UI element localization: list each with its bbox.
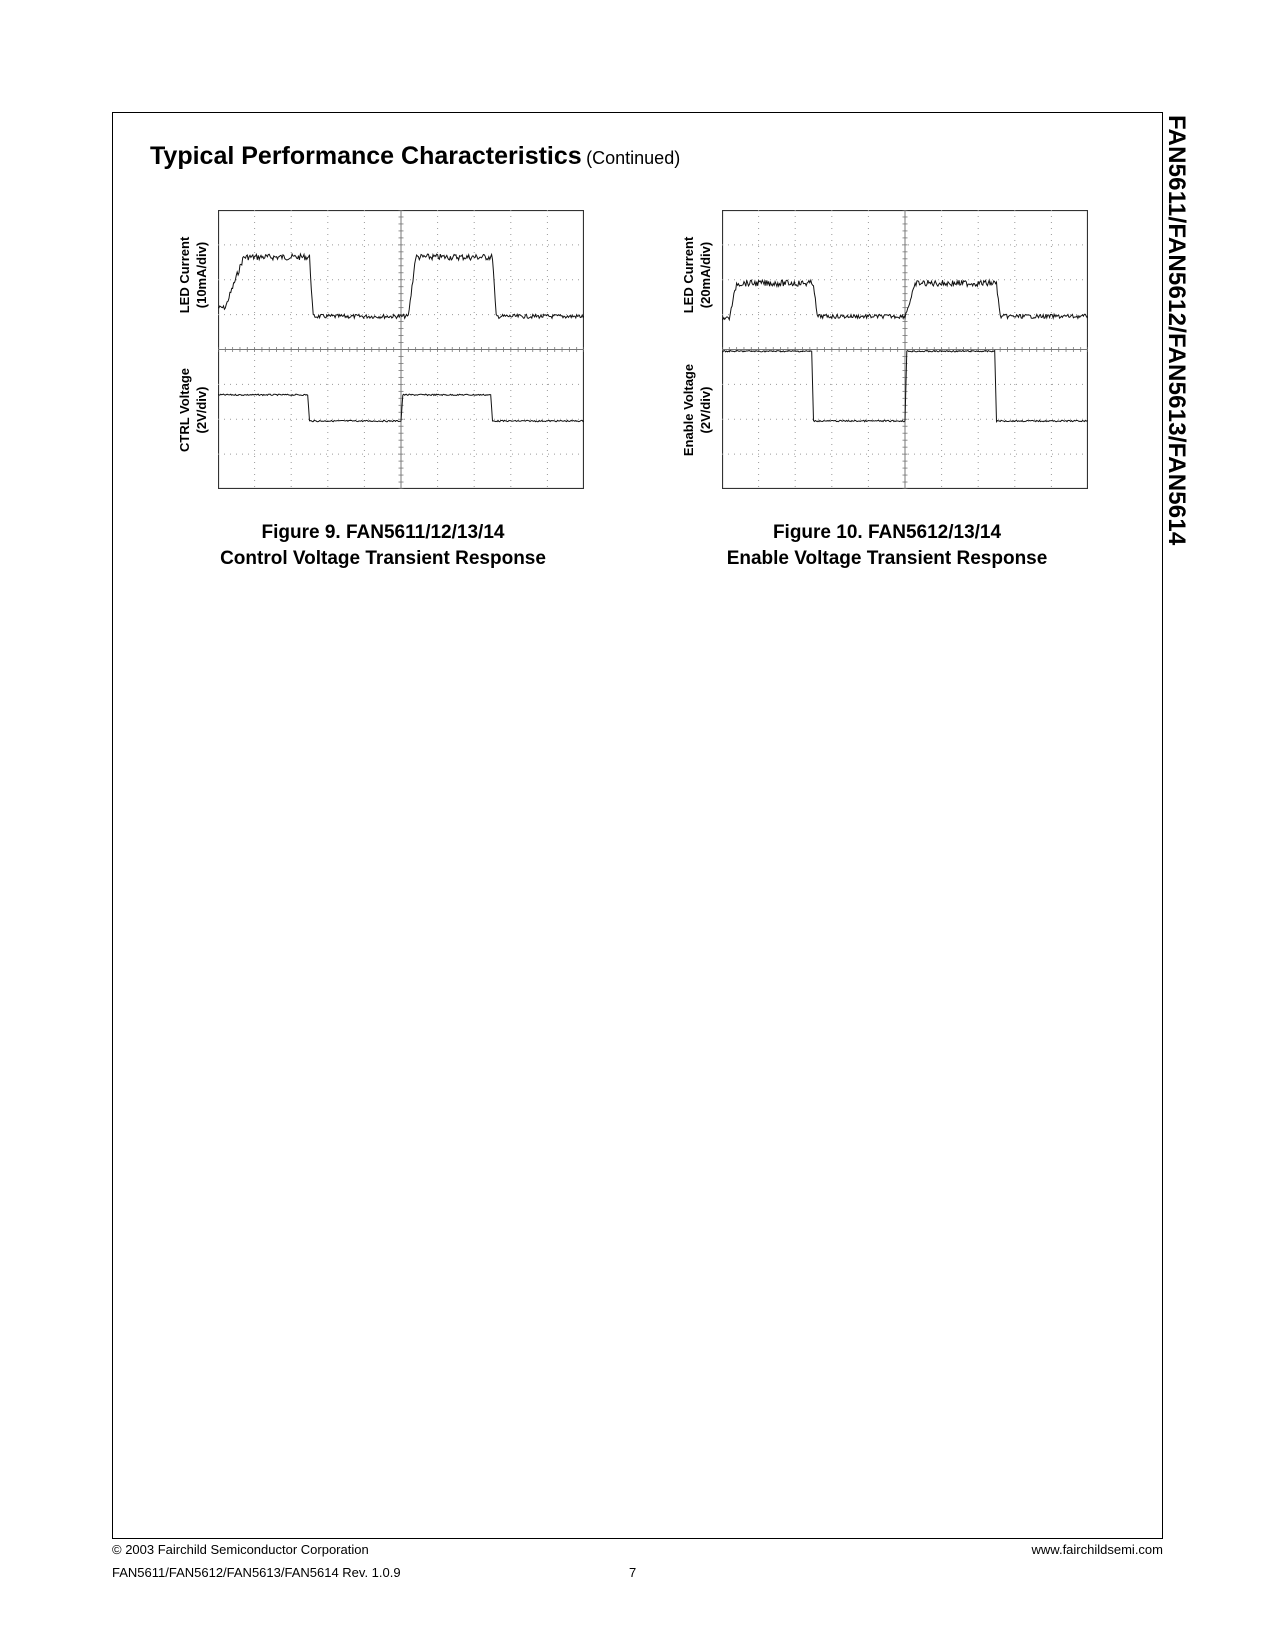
figure-9-caption-line2: Control Voltage Transient Response (220, 548, 546, 569)
footer-website[interactable]: www.fairchildsemi.com (1031, 1542, 1163, 1557)
figure-10-caption (687, 520, 1087, 572)
oscilloscope-plot-fig9 (218, 210, 584, 489)
section-title: Typical Performance Characteristics (150, 142, 582, 170)
bottom-trace-label-line1: Enable Voltage (681, 363, 696, 457)
figure-9-caption (183, 520, 583, 572)
figure-10-y-labels (672, 205, 722, 495)
bottom-trace-label-line2: (2V/div) (698, 386, 713, 434)
bottom-trace-label-line1: CTRL Voltage (177, 367, 192, 453)
top-trace-label-line2: (20mA/div) (698, 241, 713, 309)
figure-10-caption-line2: Enable Voltage Transient Response (726, 548, 1048, 569)
top-trace-label (680, 237, 714, 314)
figure-9-y-labels (168, 205, 218, 495)
section-subtitle: (Continued) (586, 148, 681, 168)
side-part-title: FAN5611/FAN5612/FAN5613/FAN5614 (1163, 115, 1190, 546)
figure-9-caption-line1: Figure 9. FAN5611/12/13/14 (261, 522, 505, 543)
top-trace-label-line1: LED Current (177, 236, 192, 314)
footer-part-revision: FAN5611/FAN5612/FAN5613/FAN5614 Rev. 1.0.9 (112, 1565, 401, 1580)
bottom-trace-label (176, 368, 210, 452)
top-trace-label-line1: LED Current (681, 236, 696, 314)
bottom-trace-label-line2: (2V/div) (194, 386, 209, 434)
bottom-trace-label (680, 364, 714, 456)
oscilloscope-plot-fig10 (722, 210, 1088, 489)
footer-page-number: 7 (629, 1565, 637, 1580)
top-trace-label-line2: (10mA/div) (194, 241, 209, 309)
figure-10-caption-line1: Figure 10. FAN5612/13/14 (772, 522, 1002, 543)
top-trace-label (176, 237, 210, 314)
footer-copyright: © 2003 Fairchild Semiconductor Corporation (112, 1542, 369, 1557)
section-heading (150, 142, 680, 171)
